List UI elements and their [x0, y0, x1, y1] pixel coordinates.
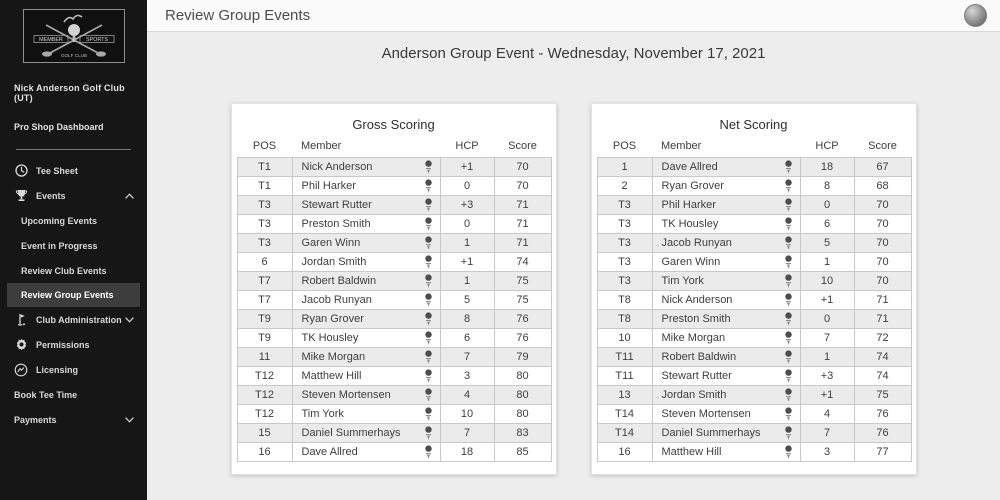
table-row[interactable] — [597, 348, 911, 367]
sidebar-item-licensing[interactable] — [0, 357, 147, 382]
score-cell: 71 — [854, 291, 911, 310]
golf-tee-icon[interactable] — [424, 407, 433, 421]
golf-tee-icon[interactable] — [424, 445, 433, 459]
circle-m-icon — [14, 363, 28, 377]
member-cell — [652, 367, 800, 386]
pos-cell: T7 — [237, 272, 292, 291]
pos-cell: T1 — [237, 177, 292, 196]
member-name: Dave Allred — [301, 446, 358, 458]
member-name: TK Housley — [661, 218, 719, 230]
member-name: Jacob Runyan — [301, 294, 372, 306]
score-cell: 79 — [494, 348, 551, 367]
score-cell: 67 — [854, 158, 911, 177]
golf-tee-icon[interactable] — [784, 160, 793, 174]
page-title: Review Group Events — [165, 7, 311, 24]
pos-cell: T3 — [597, 234, 652, 253]
pos-cell: 16 — [597, 443, 652, 462]
golf-tee-icon[interactable] — [784, 388, 793, 402]
golf-tee-icon[interactable] — [784, 293, 793, 307]
table-row[interactable] — [597, 329, 911, 348]
sidebar-item-upcoming-events[interactable] — [0, 208, 147, 233]
hcp-cell: +1 — [440, 253, 494, 272]
golf-tee-icon[interactable] — [424, 236, 433, 250]
hcp-cell: +1 — [800, 386, 854, 405]
member-cell — [292, 443, 440, 462]
pos-cell: T3 — [237, 234, 292, 253]
golf-tee-icon[interactable] — [424, 312, 433, 326]
golf-tee-icon[interactable] — [784, 198, 793, 212]
sidebar-item-label: Book Tee Time — [14, 389, 78, 400]
chevron-up-icon[interactable] — [125, 193, 134, 199]
hcp-cell: 0 — [800, 196, 854, 215]
sidebar — [0, 0, 147, 500]
member-name: Daniel Summerhays — [301, 427, 401, 439]
hcp-cell: 5 — [440, 291, 494, 310]
pos-cell: T7 — [237, 291, 292, 310]
club-logo — [23, 9, 125, 63]
member-name: Preston Smith — [661, 313, 731, 325]
sidebar-item-book-tee-time[interactable] — [0, 382, 147, 407]
hcp-cell: 4 — [800, 405, 854, 424]
pos-cell: T12 — [237, 367, 292, 386]
member-cell — [652, 158, 800, 177]
score-cell: 70 — [854, 196, 911, 215]
member-name: Matthew Hill — [661, 446, 722, 458]
svg-text:GOLF CLUB: GOLF CLUB — [60, 53, 87, 58]
member-cell — [652, 405, 800, 424]
pos-cell: 11 — [237, 348, 292, 367]
member-cell — [652, 348, 800, 367]
net-scoring-title: Net Scoring — [719, 117, 788, 132]
hcp-cell: 6 — [440, 329, 494, 348]
golf-tee-icon[interactable] — [784, 350, 793, 364]
hcp-cell: 18 — [440, 443, 494, 462]
hcp-cell: 18 — [800, 158, 854, 177]
golf-tee-icon[interactable] — [784, 217, 793, 231]
column-header-score: Score — [868, 140, 897, 152]
score-cell: 76 — [854, 405, 911, 424]
golf-tee-icon[interactable] — [784, 331, 793, 345]
member-name: Garen Winn — [661, 256, 721, 268]
table-row[interactable] — [237, 367, 551, 386]
table-row[interactable] — [237, 310, 551, 329]
hcp-cell: 6 — [800, 215, 854, 234]
table-row[interactable] — [237, 386, 551, 405]
hcp-cell: 7 — [440, 424, 494, 443]
club-logo-graphic — [28, 13, 120, 59]
table-header-row — [237, 140, 551, 158]
hcp-cell: 3 — [440, 367, 494, 386]
golf-tee-icon[interactable] — [424, 369, 433, 383]
sidebar-item-label: Event in Progress — [21, 240, 98, 251]
hcp-cell: 4 — [440, 386, 494, 405]
member-name: Stewart Rutter — [661, 370, 732, 382]
member-cell — [292, 158, 440, 177]
member-name: Tim York — [301, 408, 344, 420]
net-scoring-table — [597, 140, 912, 462]
member-name: Jordan Smith — [661, 389, 727, 401]
main-content — [147, 33, 1000, 500]
table-row[interactable] — [237, 405, 551, 424]
club-name: Nick Anderson Golf Club (UT) — [14, 83, 125, 103]
pos-cell: T3 — [597, 272, 652, 291]
pos-cell: T3 — [597, 215, 652, 234]
table-row[interactable] — [597, 177, 911, 196]
golf-tee-icon[interactable] — [784, 236, 793, 250]
hcp-cell: 8 — [440, 310, 494, 329]
pos-cell: T12 — [237, 405, 292, 424]
table-row[interactable] — [237, 177, 551, 196]
member-cell — [292, 329, 440, 348]
member-cell — [652, 196, 800, 215]
table-row[interactable] — [597, 272, 911, 291]
sidebar-item-club-administration[interactable] — [0, 307, 147, 332]
score-cell: 71 — [854, 310, 911, 329]
table-row[interactable] — [597, 386, 911, 405]
table-row[interactable] — [237, 253, 551, 272]
member-cell — [292, 367, 440, 386]
hcp-cell: +1 — [440, 158, 494, 177]
hcp-cell: 0 — [800, 310, 854, 329]
table-header-row — [597, 140, 911, 158]
member-name: Mike Morgan — [301, 351, 366, 363]
pos-cell: T8 — [597, 291, 652, 310]
member-cell — [652, 253, 800, 272]
sidebar-item-label: Club Administration — [36, 314, 122, 325]
member-cell — [652, 272, 800, 291]
pos-cell: T3 — [597, 253, 652, 272]
table-row[interactable] — [597, 424, 911, 443]
table-row[interactable] — [597, 291, 911, 310]
chevron-down-icon[interactable] — [125, 417, 134, 423]
sidebar-item-tee-sheet[interactable] — [0, 158, 147, 183]
column-header-hcp: HCP — [815, 140, 839, 152]
table-row[interactable] — [237, 424, 551, 443]
member-cell — [652, 329, 800, 348]
table-row[interactable] — [237, 196, 551, 215]
table-row[interactable] — [597, 253, 911, 272]
net-scoring-card — [591, 103, 917, 475]
table-row[interactable] — [597, 405, 911, 424]
pos-cell: T14 — [597, 405, 652, 424]
golf-flag-icon — [14, 313, 28, 327]
table-row[interactable] — [597, 367, 911, 386]
score-cell: 70 — [854, 234, 911, 253]
score-cell: 71 — [494, 234, 551, 253]
score-cell: 70 — [854, 272, 911, 291]
score-cell: 83 — [494, 424, 551, 443]
sidebar-item-label: Review Group Events — [21, 290, 114, 300]
hcp-cell: 1 — [800, 253, 854, 272]
member-name: Jacob Runyan — [661, 237, 732, 249]
score-cell: 68 — [854, 177, 911, 196]
hcp-cell: 1 — [440, 272, 494, 291]
gross-scoring-table — [237, 140, 552, 462]
sidebar-divider — [16, 149, 131, 150]
member-name: Dave Allred — [661, 161, 718, 173]
member-cell — [652, 291, 800, 310]
golf-tee-icon[interactable] — [784, 179, 793, 193]
table-row[interactable] — [237, 272, 551, 291]
hcp-cell: 0 — [440, 177, 494, 196]
member-cell — [292, 386, 440, 405]
column-header-pos: POS — [252, 140, 277, 152]
table-row[interactable] — [597, 310, 911, 329]
hcp-cell: 3 — [800, 443, 854, 462]
member-name: Daniel Summerhays — [661, 427, 761, 439]
hcp-cell: 7 — [800, 329, 854, 348]
score-cell: 85 — [494, 443, 551, 462]
table-row[interactable] — [237, 158, 551, 177]
pos-cell: 2 — [597, 177, 652, 196]
score-cell: 72 — [854, 329, 911, 348]
pos-cell: T12 — [237, 386, 292, 405]
golf-tee-icon[interactable] — [424, 293, 433, 307]
member-name: Mike Morgan — [661, 332, 726, 344]
table-row[interactable] — [237, 291, 551, 310]
hcp-cell: 5 — [800, 234, 854, 253]
member-name: Nick Anderson — [301, 161, 373, 173]
member-name: Steven Mortensen — [661, 408, 751, 420]
sidebar-item-payments[interactable] — [0, 407, 147, 432]
member-cell — [292, 215, 440, 234]
golf-tee-icon[interactable] — [424, 198, 433, 212]
member-cell — [652, 310, 800, 329]
member-name: TK Housley — [301, 332, 359, 344]
golf-tee-icon[interactable] — [784, 426, 793, 440]
score-cell: 76 — [494, 329, 551, 348]
score-cell: 71 — [494, 196, 551, 215]
score-cell: 75 — [494, 272, 551, 291]
member-cell — [652, 234, 800, 253]
member-cell — [652, 443, 800, 462]
score-cell: 74 — [494, 253, 551, 272]
member-name: Tim York — [661, 275, 704, 287]
table-row[interactable] — [597, 234, 911, 253]
golf-tee-icon[interactable] — [424, 331, 433, 345]
gear-icon — [14, 338, 28, 352]
golf-tee-icon[interactable] — [424, 179, 433, 193]
golf-tee-icon[interactable] — [784, 407, 793, 421]
pos-cell: 10 — [597, 329, 652, 348]
member-cell — [292, 272, 440, 291]
member-name: Stewart Rutter — [301, 199, 372, 211]
member-cell — [292, 177, 440, 196]
golf-tee-icon[interactable] — [424, 350, 433, 364]
table-row[interactable] — [237, 348, 551, 367]
member-name: Steven Mortensen — [301, 389, 391, 401]
golf-tee-icon[interactable] — [784, 369, 793, 383]
table-row[interactable] — [237, 443, 551, 462]
golf-tee-icon[interactable] — [424, 274, 433, 288]
sidebar-nav — [0, 158, 147, 432]
clock-icon — [14, 164, 28, 178]
score-cell: 74 — [854, 348, 911, 367]
member-cell — [292, 253, 440, 272]
chevron-down-icon[interactable] — [125, 317, 134, 323]
pos-cell: T3 — [237, 196, 292, 215]
member-name: Ryan Grover — [301, 313, 364, 325]
member-name: Phil Harker — [661, 199, 716, 211]
sidebar-item-events[interactable] — [0, 183, 147, 208]
score-cell: 70 — [494, 158, 551, 177]
page-header — [147, 0, 1000, 32]
sidebar-item-label: Licensing — [36, 364, 79, 375]
sidebar-item-label: Events — [36, 190, 66, 201]
hcp-cell: 7 — [440, 348, 494, 367]
sidebar-item-review-club-events[interactable] — [0, 258, 147, 283]
pos-cell: T9 — [237, 329, 292, 348]
member-cell — [292, 310, 440, 329]
hcp-cell: 10 — [800, 272, 854, 291]
score-cell: 80 — [494, 367, 551, 386]
member-name: Jordan Smith — [301, 256, 367, 268]
sidebar-item-label: Permissions — [36, 339, 90, 350]
trophy-icon — [14, 189, 28, 203]
user-avatar[interactable] — [964, 4, 987, 27]
member-cell — [292, 405, 440, 424]
sidebar-item-permissions[interactable] — [0, 332, 147, 357]
column-header-pos: POS — [612, 140, 637, 152]
table-row[interactable] — [237, 329, 551, 348]
member-cell — [652, 424, 800, 443]
dashboard-label: Pro Shop Dashboard — [14, 122, 104, 132]
member-name: Nick Anderson — [661, 294, 733, 306]
column-header-member: Member — [301, 140, 342, 152]
golf-tee-icon[interactable] — [424, 160, 433, 174]
column-header-member: Member — [661, 140, 702, 152]
golf-tee-icon[interactable] — [424, 217, 433, 231]
pos-cell: T9 — [237, 310, 292, 329]
golf-tee-icon[interactable] — [784, 445, 793, 459]
sidebar-item-event-in-progress[interactable] — [0, 233, 147, 258]
hcp-cell: 0 — [440, 215, 494, 234]
hcp-cell: +3 — [440, 196, 494, 215]
member-cell — [292, 234, 440, 253]
golf-tee-icon[interactable] — [424, 388, 433, 402]
golf-tee-icon[interactable] — [784, 274, 793, 288]
pos-cell: T11 — [597, 348, 652, 367]
event-title: Anderson Group Event - Wednesday, November 17, 2021 — [381, 45, 766, 62]
hcp-cell: +3 — [800, 367, 854, 386]
score-cell: 80 — [494, 386, 551, 405]
member-cell — [292, 348, 440, 367]
svg-text:MEMBER: MEMBER — [38, 37, 63, 43]
score-cell: 75 — [494, 291, 551, 310]
pos-cell: 16 — [237, 443, 292, 462]
golf-tee-icon[interactable] — [784, 312, 793, 326]
score-cell: 75 — [854, 386, 911, 405]
sidebar-item-label: Payments — [14, 414, 57, 425]
hcp-cell: 7 — [800, 424, 854, 443]
hcp-cell: 1 — [440, 234, 494, 253]
score-cell: 76 — [854, 424, 911, 443]
table-row[interactable] — [237, 215, 551, 234]
golf-tee-icon[interactable] — [424, 255, 433, 269]
score-cell: 74 — [854, 367, 911, 386]
sidebar-item-label: Tee Sheet — [36, 165, 78, 176]
score-cell: 70 — [854, 215, 911, 234]
score-cell: 71 — [494, 215, 551, 234]
member-name: Robert Baldwin — [301, 275, 377, 287]
score-cell: 70 — [854, 253, 911, 272]
svg-text:SPORTS: SPORTS — [85, 37, 108, 43]
sidebar-item-review-group-events[interactable] — [7, 283, 140, 307]
pos-cell: 15 — [237, 424, 292, 443]
table-row[interactable] — [597, 215, 911, 234]
pos-cell: T8 — [597, 310, 652, 329]
hcp-cell: 8 — [800, 177, 854, 196]
member-cell — [292, 196, 440, 215]
pos-cell: T11 — [597, 367, 652, 386]
hcp-cell: +1 — [800, 291, 854, 310]
member-name: Garen Winn — [301, 237, 361, 249]
sidebar-item-label: Review Club Events — [21, 265, 107, 276]
golf-tee-icon[interactable] — [424, 426, 433, 440]
member-cell — [652, 177, 800, 196]
member-cell — [292, 291, 440, 310]
table-row[interactable] — [237, 234, 551, 253]
score-cell: 70 — [494, 177, 551, 196]
hcp-cell: 10 — [440, 405, 494, 424]
pos-cell: T14 — [597, 424, 652, 443]
table-row[interactable] — [597, 443, 911, 462]
member-cell — [652, 215, 800, 234]
member-name: Ryan Grover — [661, 180, 724, 192]
scoring-cards — [147, 103, 1000, 475]
column-header-hcp: HCP — [455, 140, 479, 152]
pos-cell: 6 — [237, 253, 292, 272]
member-name: Preston Smith — [301, 218, 371, 230]
pos-cell: 1 — [597, 158, 652, 177]
pos-cell: T1 — [237, 158, 292, 177]
member-cell — [292, 424, 440, 443]
table-row[interactable] — [597, 196, 911, 215]
gross-scoring-title: Gross Scoring — [352, 117, 435, 132]
golf-tee-icon[interactable] — [784, 255, 793, 269]
member-name: Matthew Hill — [301, 370, 362, 382]
member-cell — [652, 386, 800, 405]
score-cell: 77 — [854, 443, 911, 462]
score-cell: 80 — [494, 405, 551, 424]
table-row[interactable] — [597, 158, 911, 177]
score-cell: 76 — [494, 310, 551, 329]
member-name: Robert Baldwin — [661, 351, 737, 363]
pos-cell: 13 — [597, 386, 652, 405]
gross-scoring-card — [231, 103, 557, 475]
sidebar-item-label: Upcoming Events — [21, 215, 98, 226]
member-name: Phil Harker — [301, 180, 356, 192]
column-header-score: Score — [508, 140, 537, 152]
pos-cell: T3 — [597, 196, 652, 215]
pos-cell: T3 — [237, 215, 292, 234]
hcp-cell: 1 — [800, 348, 854, 367]
